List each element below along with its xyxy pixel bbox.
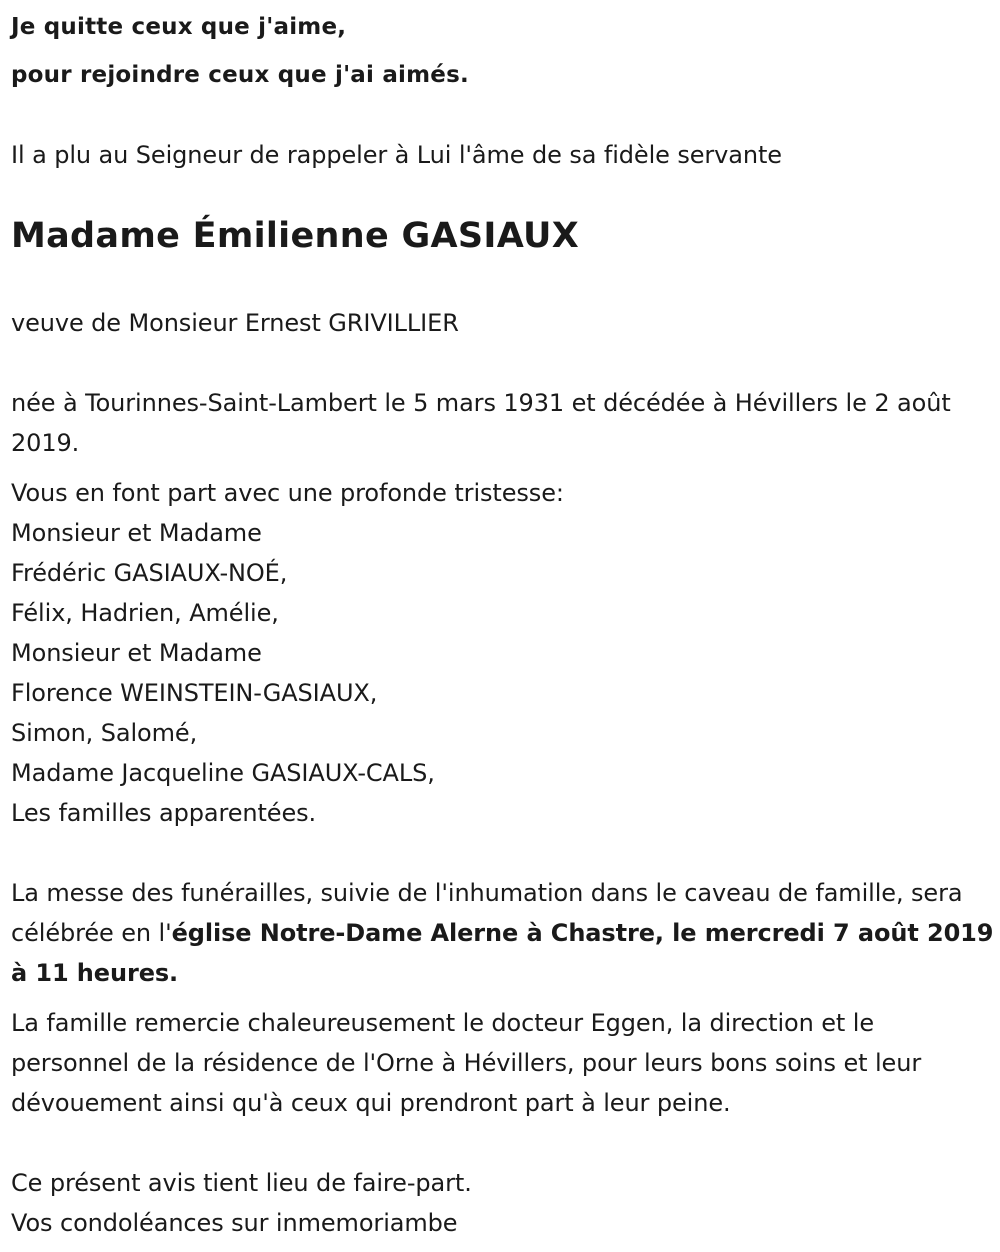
family-line: Monsieur et Madame <box>11 639 262 667</box>
funeral-location-date: église Notre-Dame Alerne à Chastre, le mercredi 7 août 2019 à 11 heures. <box>11 919 994 987</box>
family-line: Madame Jacqueline GASIAUX-CALS, <box>11 759 435 787</box>
family-list <box>11 473 564 833</box>
birth-death-text: née à Tourinnes-Saint-Lambert le 5 mars 1931 et décédée à Hévillers le 2 août 2019. <box>11 389 951 457</box>
family-line: Frédéric GASIAUX-NOÉ, <box>11 559 288 587</box>
family-line: Félix, Hadrien, Amélie, <box>11 599 279 627</box>
family-line: Florence WEINSTEIN-GASIAUX, <box>11 679 378 707</box>
widow-of-text: veuve de Monsieur Ernest GRIVILLIER <box>11 309 459 337</box>
family-line: Simon, Salomé, <box>11 719 198 747</box>
family-line: Monsieur et Madame <box>11 519 262 547</box>
quote-line-1: Je quitte ceux que j'aime, <box>11 14 347 40</box>
family-heading: Vous en font part avec une profonde tristesse: <box>11 479 564 507</box>
funeral-text: La messe des funérailles, suivie de l'inhumation dans le caveau de famille, sera célébrée en l' <box>11 879 963 947</box>
quote-line-2: pour rejoindre ceux que j'ai aimés. <box>11 62 469 88</box>
closing-line-2: Vos condoléances sur inmemoriambe <box>11 1209 458 1237</box>
thanks-text: La famille remercie chaleureusement le docteur Eggen, la direction et le personnel de la résidence de l'Orne à Hévillers, pour leurs bons soins et leur dévouement ainsi qu'à ceux qui prendront part à leur peine. <box>11 1009 922 1117</box>
closing-line-1: Ce présent avis tient lieu de faire-part. <box>11 1169 472 1197</box>
deceased-name: Madame Émilienne GASIAUX <box>11 216 580 256</box>
intro-text: Il a plu au Seigneur de rappeler à Lui l'âme de sa fidèle servante <box>11 141 782 169</box>
family-line: Les familles apparentées. <box>11 799 317 827</box>
funeral-details <box>11 873 996 993</box>
closing-text <box>11 1163 472 1243</box>
